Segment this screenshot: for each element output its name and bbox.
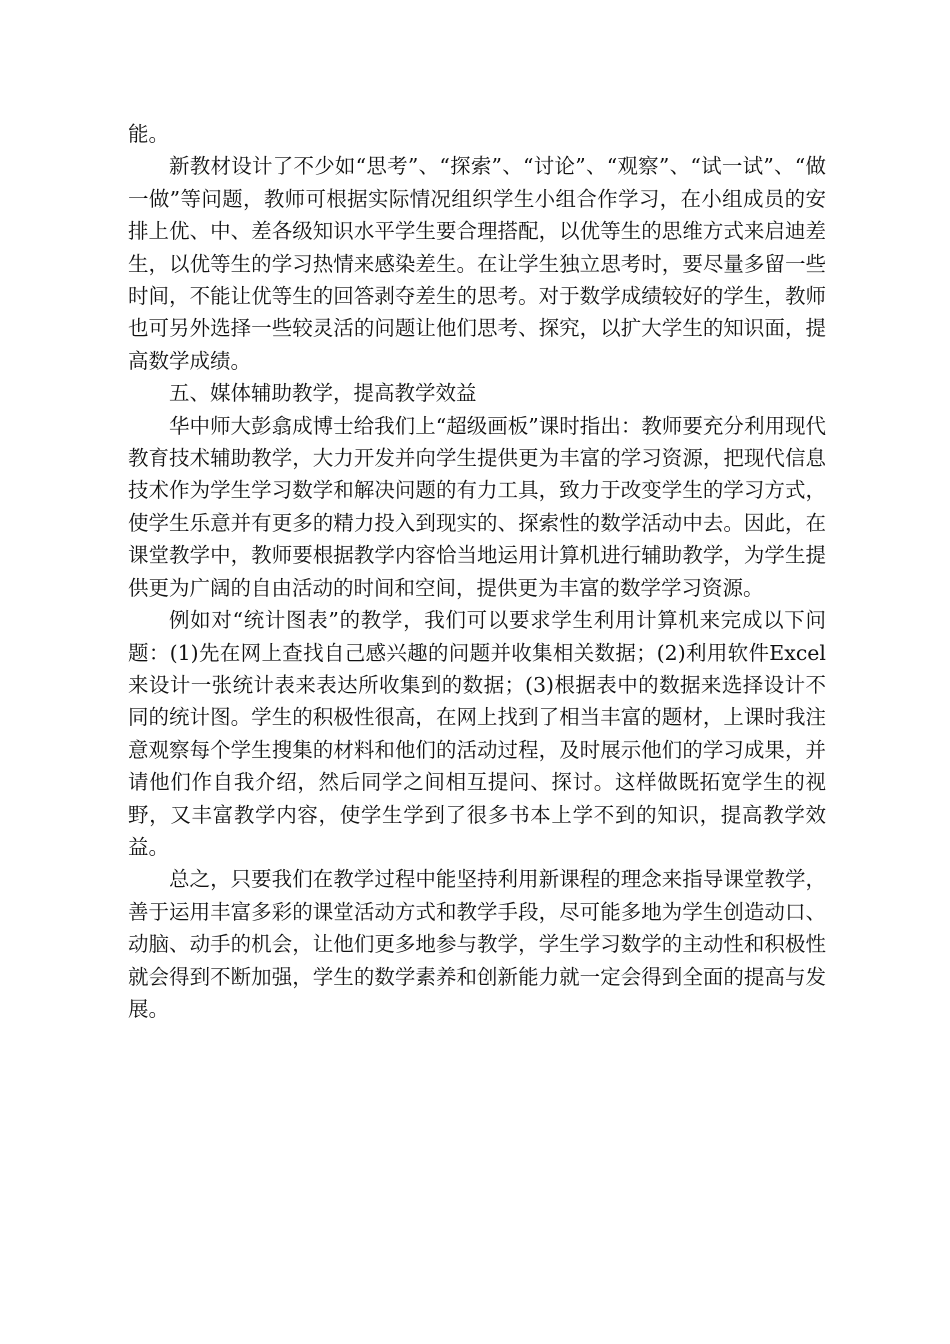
paragraph-conclusion: 总之，只要我们在教学过程中能坚持利用新课程的理念来指导课堂教学，善于运用丰富多彩的课堂活动方式和教学手段，尽可能多地为学生创造动口、动脑、动手的机会，让他们更多地参与教学，学生学习数学的主动性和积极性就会得到不断加强，学生的数学素养和创新能力就一定会得到全面的提高与发展。 [128,867,826,1021]
paragraph-statistics-example: 例如对“统计图表”的教学，我们可以要求学生利用计算机来完成以下问题：(1)先在网上查找自己感兴趣的问题并收集相关数据；(2)利用软件Excel来设计一张统计表来表达所收集到的数据；(3)根据表中的数据来选择设计不同的统计图。学生的积极性很高，在网上找到了相当丰富的题材，上课时我注意观察每个学生搜集的材料和他们的活动过程，及时展示他们的学习成果，并请他们作自我介绍，然后同学之间相互提问、探讨。这样做既拓宽学生的视野，又丰富教学内容，使学生学到了很多书本上学不到的知识，提高教学效益。 [128,608,826,859]
paragraph-group-learning: 新教材设计了不少如“思考”、“探索”、“讨论”、“观察”、“试一试”、“做一做”等问题，教师可根据实际情况组织学生小组合作学习，在小组成员的安排上优、中、差各级知识水平学生要合理搭配，以优等生的思维方式来启迪差生，以优等生的学习热情来感染差生。在让学生独立思考时，要尽量多留一些时间，不能让优等生的回答剥夺差生的思考。对于数学成绩较好的学生，教师也可另外选择一些较灵活的问题让他们思考、探究，以扩大学生的知识面，提高数学成绩。 [128,154,826,373]
document-body [128,118,826,1025]
paragraph-media-teaching: 华中师大彭翕成博士给我们上“超级画板”课时指出：教师要充分利用现代教育技术辅助教学，大力开发并向学生提供更为丰富的学习资源，把现代信息技术作为学生学习数学和解决问题的有力工具，致力于改变学生的学习方式，使学生乐意并有更多的精力投入到现实的、探索性的数学活动中去。因此，在课堂教学中，教师要根据教学内容恰当地运用计算机进行辅助教学，为学生提供更为广阔的自由活动的时间和空间，提供更为丰富的数学学习资源。 [128,413,826,600]
section-heading-media-teaching: 五、媒体辅助教学，提高教学效益 [169,381,477,406]
paragraph-continuation: 能。 [128,122,169,146]
